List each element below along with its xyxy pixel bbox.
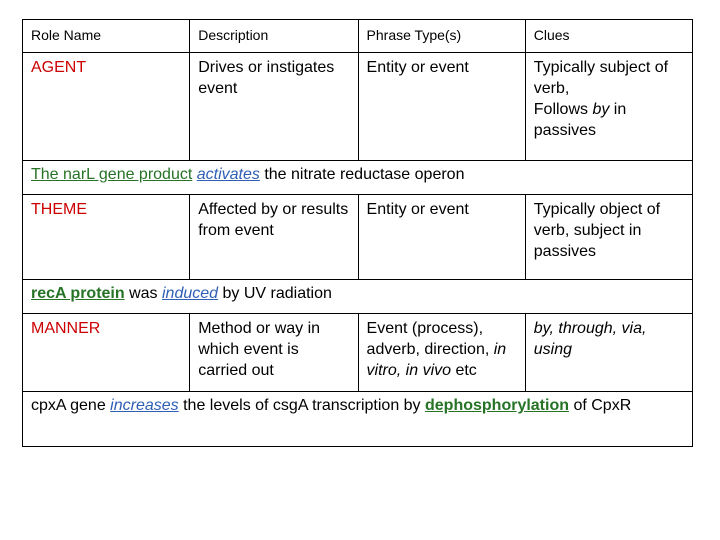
clues-agent-by: by — [592, 101, 610, 118]
description-manner: Method or way in which event is carried out — [190, 314, 358, 392]
clues-agent-line2-post: in passives — [533, 101, 627, 139]
theme-example-mid: was — [124, 285, 162, 302]
example-sentence-agent — [23, 161, 693, 195]
theme-phrase: recA protein — [31, 285, 125, 302]
manner-phrase: dephosphorylation — [425, 397, 569, 414]
manner-example-post: of CpxR — [569, 397, 632, 414]
table-row-agent — [23, 53, 693, 161]
verb-activates: activates — [196, 166, 260, 183]
phrase-type-manner-italic: in vitro, in vivo — [366, 341, 507, 379]
phrase-type-manner-line1: Event (process), adverb, direction, — [366, 320, 490, 358]
role-name-agent: AGENT — [23, 53, 190, 161]
clues-agent — [525, 53, 692, 161]
header-description: Description — [190, 20, 358, 53]
clues-theme: Typically object of verb, subject in passives — [525, 195, 692, 280]
description-theme: Affected by or results from event — [190, 195, 358, 280]
agent-phrase: The narL gene product — [31, 166, 193, 183]
phrase-type-theme: Entity or event — [358, 195, 525, 280]
role-name-theme: THEME — [23, 195, 190, 280]
header-row — [23, 20, 693, 53]
description-agent: Drives or instigates event — [190, 53, 358, 161]
header-role-name: Role Name — [23, 20, 190, 53]
role-name-manner: MANNER — [23, 314, 190, 392]
semantic-roles-table — [22, 19, 693, 447]
clues-agent-line1: Typically subject of verb, — [533, 59, 669, 97]
example-row-theme — [23, 280, 693, 314]
agent-example-rest: the nitrate reductase operon — [259, 166, 465, 183]
verb-induced: induced — [162, 285, 219, 302]
verb-increases: increases — [110, 397, 179, 414]
phrase-type-manner-etc: etc — [451, 362, 477, 379]
manner-example-mid: the levels of csgA transcription by — [178, 397, 425, 414]
clues-agent-line2-pre: Follows — [533, 101, 593, 118]
header-phrase-types: Phrase Type(s) — [358, 20, 525, 53]
clues-manner: by, through, via, using — [525, 314, 692, 392]
phrase-type-agent: Entity or event — [358, 53, 525, 161]
example-sentence-theme — [23, 280, 693, 314]
example-row-agent — [23, 161, 693, 195]
example-sentence-manner — [23, 392, 693, 447]
theme-example-rest: by UV radiation — [218, 285, 332, 302]
manner-example-pre: cpxA gene — [31, 397, 111, 414]
table-row-theme — [23, 195, 693, 280]
header-clues: Clues — [525, 20, 692, 53]
phrase-type-manner — [358, 314, 525, 392]
example-row-manner — [23, 392, 693, 447]
table-row-manner — [23, 314, 693, 392]
